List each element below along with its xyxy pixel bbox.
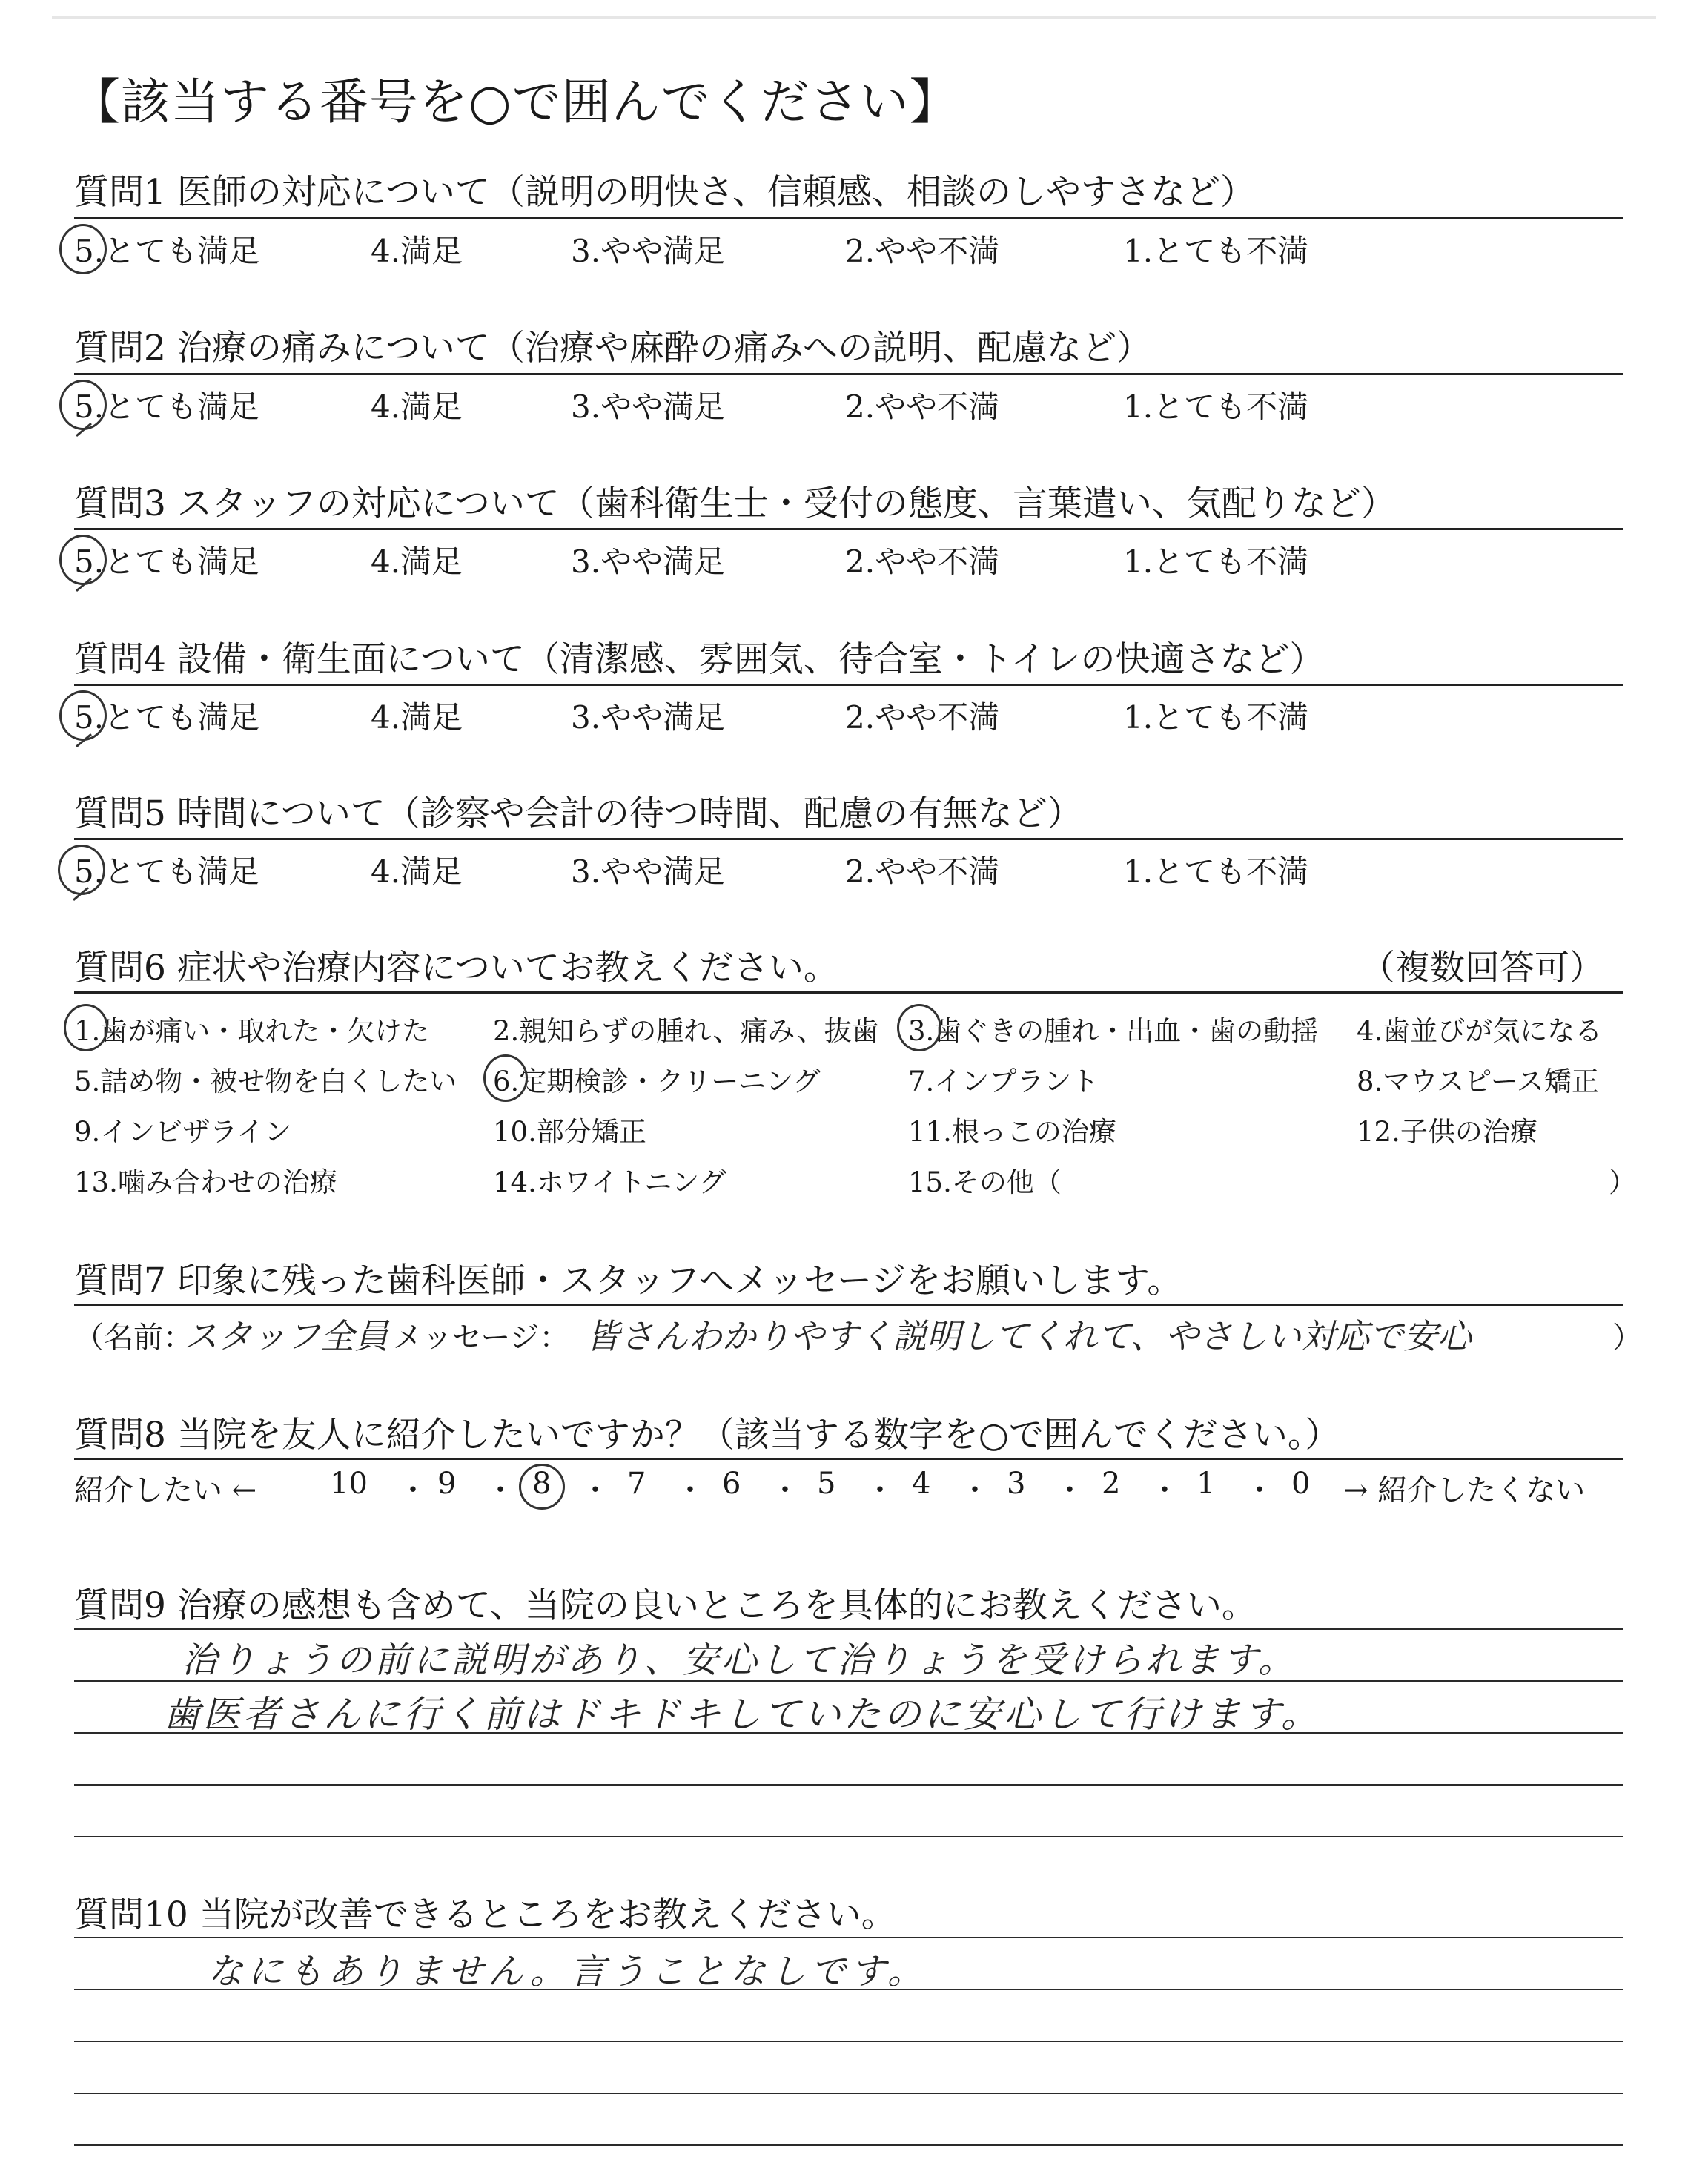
q5-heading: 質問5 時間について（診察や会計の待つ時間、配慮の有無など） bbox=[74, 793, 1082, 834]
q8-score-5[interactable]: 5 bbox=[817, 1467, 836, 1501]
q1-option-4[interactable]: 4.満足 bbox=[371, 233, 463, 269]
q5-rule bbox=[74, 838, 1623, 840]
q6-selection-circle-6 bbox=[483, 1054, 528, 1102]
q2-heading: 質問2 治療の痛みについて（治療や麻酔の痛みへの説明、配慮など） bbox=[74, 328, 1151, 369]
q10-writing-line bbox=[74, 2041, 1623, 2042]
q6-option-10[interactable]: 10.部分矯正 bbox=[493, 1116, 646, 1148]
q5-option-1[interactable]: 1.とても不満 bbox=[1123, 853, 1309, 890]
q4-option-3[interactable]: 3.やや満足 bbox=[571, 699, 726, 736]
q2-option-4[interactable]: 4.満足 bbox=[371, 389, 463, 425]
q3-option-3[interactable]: 3.やや満足 bbox=[571, 544, 726, 580]
q5-selection-circle bbox=[58, 845, 105, 895]
q2-option-1[interactable]: 1.とても不満 bbox=[1123, 389, 1309, 425]
q5-option-3[interactable]: 3.やや満足 bbox=[571, 853, 726, 890]
q7-heading: 質問7 印象に残った歯科医師・スタッフへメッセージをお願いします。 bbox=[74, 1261, 1182, 1301]
top-border bbox=[52, 16, 1656, 19]
q4-rule bbox=[74, 684, 1623, 686]
q7-name-label: （名前： bbox=[74, 1321, 193, 1355]
q4-option-2[interactable]: 2.やや不満 bbox=[845, 699, 1000, 736]
q8-separator: ・ bbox=[486, 1473, 515, 1507]
q6-selection-circle-3 bbox=[897, 1004, 941, 1051]
q7-close-paren: ） bbox=[1612, 1321, 1642, 1355]
q9-writing-line bbox=[74, 1784, 1623, 1786]
q9-writing-line bbox=[74, 1836, 1623, 1837]
q6-heading: 質問6 症状や治療内容についてお教えください。 bbox=[74, 948, 838, 988]
q6-multiple-note: （複数回答可） bbox=[1360, 948, 1604, 988]
q8-separator: ・ bbox=[675, 1473, 705, 1507]
q8-score-2[interactable]: 2 bbox=[1102, 1467, 1121, 1501]
q3-selection-circle bbox=[59, 535, 107, 585]
q9-writing-line bbox=[74, 1628, 1623, 1630]
q9-answer-line-2[interactable]: 歯医者さんに行く前はドキドキしていたのに安心して行けます。 bbox=[163, 1693, 1321, 1736]
q6-option-1[interactable]: 1.歯が痛い・取れた・欠けた bbox=[74, 1015, 430, 1047]
q6-rule bbox=[74, 991, 1623, 994]
q1-option-5[interactable]: 5.とても満足 bbox=[74, 233, 260, 269]
q3-heading: 質問3 スタッフの対応について（歯科衛生士・受付の態度、言葉遣い、気配りなど） bbox=[74, 483, 1396, 524]
q1-option-2[interactable]: 2.やや不満 bbox=[845, 233, 1000, 269]
q4-selection-circle bbox=[59, 690, 107, 741]
q7-message-value[interactable]: 皆さんわかりやすく説明してくれて、やさしい対応で安心 bbox=[586, 1316, 1472, 1356]
q2-rule bbox=[74, 373, 1623, 375]
q8-score-7[interactable]: 7 bbox=[627, 1467, 646, 1501]
q6-option-15[interactable]: 15.その他（ bbox=[908, 1166, 1062, 1198]
q8-heading: 質問8 当院を友人に紹介したいですか？（該当する数字を○で囲んでください。） bbox=[74, 1415, 1340, 1456]
q6-option-5[interactable]: 5.詰め物・被せ物を白くしたい bbox=[74, 1066, 457, 1097]
q6-option-8[interactable]: 8.マウスピース矯正 bbox=[1357, 1066, 1599, 1097]
q6-option-6[interactable]: 6.定期検診・クリーニング bbox=[493, 1066, 821, 1097]
q5-option-5[interactable]: 5.とても満足 bbox=[74, 853, 260, 890]
q8-score-0[interactable]: 0 bbox=[1291, 1467, 1311, 1501]
form-title: 【該当する番号を○で囲んでください】 bbox=[71, 73, 959, 131]
q6-option-11[interactable]: 11.根っこの治療 bbox=[908, 1116, 1116, 1148]
q10-writing-line bbox=[74, 2144, 1623, 2146]
q4-heading: 質問4 設備・衛生面について（清潔感、雰囲気、待合室・トイレの快適さなど） bbox=[74, 639, 1325, 680]
q4-option-5[interactable]: 5.とても満足 bbox=[74, 699, 260, 736]
q8-left-label: 紹介したい ← bbox=[74, 1473, 257, 1507]
q6-option-15-close: ） bbox=[1609, 1166, 1636, 1198]
q3-option-1[interactable]: 1.とても不満 bbox=[1123, 544, 1309, 580]
q7-name-value[interactable]: スタッフ全員 bbox=[184, 1316, 388, 1356]
q5-option-4[interactable]: 4.満足 bbox=[371, 853, 463, 890]
q6-option-4[interactable]: 4.歯並びが気になる bbox=[1357, 1015, 1603, 1047]
q8-score-10[interactable]: 10 bbox=[330, 1467, 368, 1501]
q8-score-9[interactable]: 9 bbox=[437, 1467, 457, 1501]
q8-score-8[interactable]: 8 bbox=[532, 1467, 552, 1501]
q8-separator: ・ bbox=[1245, 1473, 1274, 1507]
q3-rule bbox=[74, 528, 1623, 530]
q3-option-4[interactable]: 4.満足 bbox=[371, 544, 463, 580]
q10-answer-line-1[interactable]: なにもありません。言うことなしです。 bbox=[208, 1951, 928, 1992]
q6-option-9[interactable]: 9.インビザライン bbox=[74, 1116, 292, 1148]
q8-separator: ・ bbox=[1150, 1473, 1179, 1507]
q8-score-6[interactable]: 6 bbox=[722, 1467, 741, 1501]
q1-heading: 質問1 医師の対応について（説明の明快さ、信頼感、相談のしやすさなど） bbox=[74, 172, 1256, 213]
q10-heading: 質問10 当院が改善できるところをお教えください。 bbox=[74, 1895, 896, 1935]
q8-separator: ・ bbox=[960, 1473, 990, 1507]
q9-heading: 質問9 治療の感想も含めて、当院の良いところを具体的にお教えください。 bbox=[74, 1585, 1257, 1626]
q8-separator: ・ bbox=[865, 1473, 895, 1507]
q8-right-label: → 紹介したくない bbox=[1343, 1473, 1586, 1507]
q1-selection-circle bbox=[59, 224, 107, 274]
q6-option-13[interactable]: 13.噛み合わせの治療 bbox=[74, 1166, 337, 1198]
q8-separator: ・ bbox=[580, 1473, 610, 1507]
q6-option-7[interactable]: 7.インプラント bbox=[908, 1066, 1099, 1097]
q8-separator: ・ bbox=[398, 1473, 428, 1507]
q8-separator: ・ bbox=[770, 1473, 800, 1507]
q7-message-label: メッセージ： bbox=[393, 1321, 569, 1355]
q1-rule bbox=[74, 217, 1623, 219]
q3-option-2[interactable]: 2.やや不満 bbox=[845, 544, 1000, 580]
q6-option-2[interactable]: 2.親知らずの腫れ、痛み、抜歯 bbox=[493, 1015, 879, 1047]
q10-writing-line bbox=[74, 2093, 1623, 2094]
q2-option-2[interactable]: 2.やや不満 bbox=[845, 389, 1000, 425]
q8-selection-circle bbox=[519, 1464, 565, 1510]
q7-rule bbox=[74, 1304, 1623, 1306]
q8-rule bbox=[74, 1458, 1623, 1460]
q8-score-3[interactable]: 3 bbox=[1007, 1467, 1026, 1501]
q3-option-5[interactable]: 5.とても満足 bbox=[74, 544, 260, 580]
q2-option-5[interactable]: 5.とても満足 bbox=[74, 389, 260, 425]
q1-option-3[interactable]: 3.やや満足 bbox=[571, 233, 726, 269]
q8-score-4[interactable]: 4 bbox=[912, 1467, 931, 1501]
q8-separator: ・ bbox=[1055, 1473, 1085, 1507]
q2-option-3[interactable]: 3.やや満足 bbox=[571, 389, 726, 425]
q1-option-1[interactable]: 1.とても不満 bbox=[1123, 233, 1309, 269]
q6-option-3[interactable]: 3.歯ぐきの腫れ・出血・歯の動揺 bbox=[908, 1015, 1319, 1047]
q6-option-14[interactable]: 14.ホワイトニング bbox=[493, 1166, 726, 1198]
q10-writing-line bbox=[74, 1937, 1623, 1938]
q6-option-12[interactable]: 12.子供の治療 bbox=[1357, 1116, 1537, 1148]
q2-selection-circle bbox=[59, 380, 107, 430]
q9-answer-line-1[interactable]: 治りょうの前に説明があり、安心して治りょうを受けられます。 bbox=[182, 1639, 1297, 1681]
q4-option-1[interactable]: 1.とても不満 bbox=[1123, 699, 1309, 736]
q4-option-4[interactable]: 4.満足 bbox=[371, 699, 463, 736]
q6-selection-circle-1 bbox=[64, 1004, 108, 1051]
q8-score-1[interactable]: 1 bbox=[1196, 1467, 1216, 1501]
q5-option-2[interactable]: 2.やや不満 bbox=[845, 853, 1000, 890]
